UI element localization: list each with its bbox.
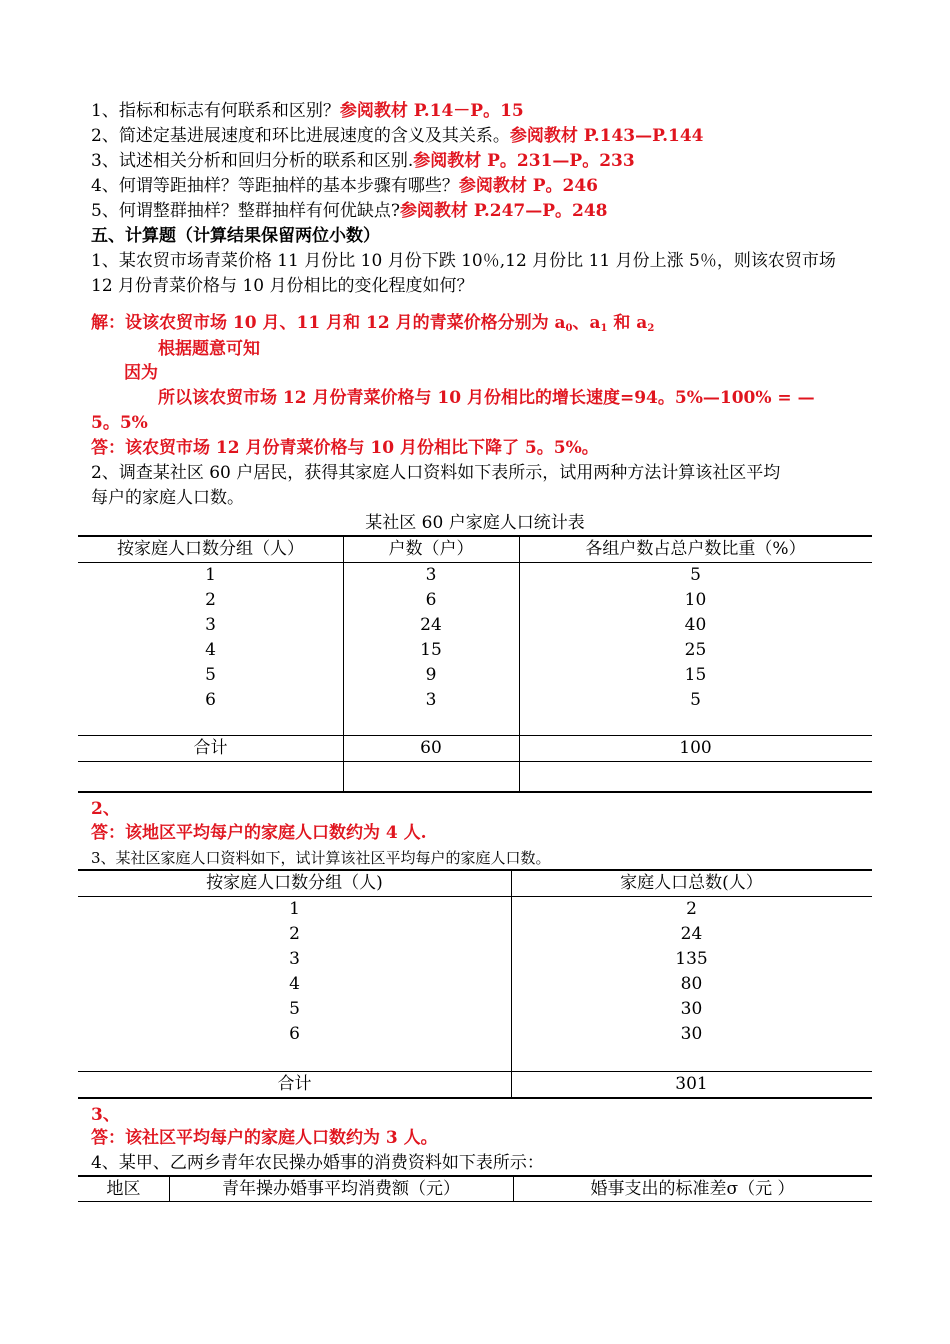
table-1-top-rule: [78, 535, 872, 537]
solution-1-intro: [91, 312, 654, 340]
table-3-header-rule: [78, 1201, 872, 1202]
table-1-cell: 3: [205, 615, 216, 635]
table-2-total: 合计: [277, 1074, 312, 1094]
question-2: [91, 125, 704, 147]
table-2-top-rule: [78, 869, 872, 871]
solution-1-step-3-cont: 5。5%: [91, 413, 148, 433]
solution-text: 和 a: [607, 313, 648, 333]
table-1-cell: 24: [420, 615, 442, 635]
table-1-header-rule: [78, 562, 872, 563]
table-1-cell: 5: [690, 565, 701, 585]
table-2-bottom-rule: [78, 1097, 872, 1099]
table-2-cell: 5: [289, 999, 300, 1019]
table-2-cell: 135: [675, 949, 708, 969]
table-1-header: 按家庭人口数分组（人）: [117, 539, 304, 559]
table-1-cell: 15: [420, 640, 442, 660]
table-1-cell: 9: [425, 665, 437, 685]
solution-text: 解：设该农贸市场 10 月、11 月和 12 月的青菜价格分别为 a: [91, 313, 566, 333]
table-2-cell: 3: [289, 949, 300, 969]
table-1-cell: 6: [425, 590, 437, 610]
table-3-header: 青年操办婚事平均消费额（元）: [222, 1179, 460, 1199]
solution-1-step-1: 根据题意可知: [158, 339, 260, 359]
table-1-total-rule: [78, 735, 872, 736]
problem-4-line-1: 4、某甲、乙两乡青年农民操办婚事的消费资料如下表所示：: [91, 1153, 544, 1173]
table-2-total: 301: [675, 1074, 708, 1094]
table-2-cell: 80: [680, 974, 703, 994]
table-2-cell: 30: [680, 999, 703, 1019]
question-3: [91, 150, 635, 172]
table-1-total: 合计: [193, 738, 228, 758]
table-2-header: 按家庭人口数分组（人): [206, 873, 383, 893]
question-text: 4、何谓等距抽样？等距抽样的基本步骤有哪些？: [91, 176, 459, 196]
solution-1-step-3: 所以该农贸市场 12 月份青菜价格与 10 月份相比的增长速度=94。5%—100% = —: [158, 388, 815, 408]
section-title: 五、计算题（计算结果保留两位小数）: [91, 226, 380, 246]
question-text: 1、指标和标志有何联系和区别？: [91, 101, 340, 121]
question-1: [91, 100, 524, 122]
problem-2-line-1: 2、调查某社区 60 户居民，获得其家庭人口资料如下表所示，试用两种方法计算该社区平均: [91, 463, 781, 483]
table-2-cell: 2: [289, 924, 300, 944]
table-2-cell: 30: [680, 1024, 703, 1044]
table-1-cell: 1: [205, 565, 216, 585]
question-text: 3、试述相关分析和回归分析的联系和区别.: [91, 151, 414, 171]
solution-text: 、a: [572, 313, 601, 333]
table-1-total: 60: [420, 738, 442, 758]
table-3-header: 地区: [106, 1179, 141, 1199]
answer-3: 答：该社区平均每户的家庭人口数约为 3 人。: [91, 1128, 438, 1148]
table-2-cell: 2: [686, 899, 697, 919]
solution-2-label: 2、: [91, 799, 120, 819]
question-4: [91, 175, 598, 197]
textbook-reference: 参阅教材 P。246: [458, 176, 599, 196]
table-1-cell: 10: [684, 590, 707, 610]
table-2-cell: 1: [289, 899, 300, 919]
question-text: 2、简述定基进展速度和环比进展速度的含义及其关系。: [91, 126, 510, 146]
table-1-cell: 4: [205, 640, 216, 660]
question-text: 5、何谓整群抽样？整群抽样有何优缺点?: [91, 201, 400, 221]
table-1-cell: 25: [684, 640, 707, 660]
solution-3-label: 3、: [91, 1105, 120, 1125]
table-2-cell: 4: [289, 974, 300, 994]
table-2-header: 家庭人口总数(人）: [620, 873, 763, 893]
subscript: 1: [600, 323, 608, 334]
problem-1-line-2: 12 月份青菜价格与 10 月份相比的变化程度如何？: [91, 276, 474, 296]
table-1-cell: 15: [684, 665, 707, 685]
table-1-cell: 40: [684, 615, 707, 635]
table-1-blank-rule: [78, 761, 872, 762]
table-1-cell: 6: [205, 690, 216, 710]
question-5: [91, 200, 608, 222]
textbook-reference: 参阅教材 P。231—P。233: [413, 151, 635, 171]
table-1-header: 户数（户）: [388, 539, 474, 559]
table-1-title: 某社区 60 户家庭人口统计表: [365, 513, 585, 533]
table-1-total: 100: [679, 738, 712, 758]
solution-1-step-2: 因为: [124, 363, 158, 383]
table-2-total-rule: [78, 1071, 872, 1072]
table-3-header: 婚事支出的标准差σ（元 ）: [590, 1179, 795, 1199]
table-2-cell: 6: [289, 1024, 300, 1044]
problem-2-line-2: 每户的家庭人口数。: [91, 488, 244, 508]
textbook-reference: 参阅教材 P.247—P。248: [399, 201, 608, 221]
table-1-cell: 3: [425, 565, 437, 585]
table-1-header: 各组户数占总户数比重（%）: [585, 539, 806, 559]
problem-1-line-1: 1、某农贸市场青菜价格 11 月份比 10 月份下跌 10％,12 月份比 11 月份上涨 5％，则该农贸市场: [91, 251, 836, 271]
answer-1: 答：该农贸市场 12 月份青菜价格与 10 月份相比下降了 5。5%。: [91, 438, 599, 458]
table-1-cell: 5: [690, 690, 701, 710]
table-2-cell: 24: [680, 924, 703, 944]
textbook-reference: 参阅教材 P.14－P。15: [339, 101, 524, 121]
table-1-bottom-rule: [78, 791, 872, 793]
table-2-header-rule: [78, 896, 872, 897]
subscript: 0: [565, 323, 573, 334]
textbook-reference: 参阅教材 P.143—P.144: [509, 126, 704, 146]
table-1-cell: 5: [205, 665, 216, 685]
table-3-top-rule: [78, 1175, 872, 1177]
table-1-cell: 2: [205, 590, 216, 610]
table-1-cell: 3: [425, 690, 437, 710]
answer-2: 答：该地区平均每户的家庭人口数约为 4 人.: [91, 823, 427, 843]
problem-3-line-1: 3、某社区家庭人口资料如下，试计算该社区平均每户的家庭人口数。: [91, 849, 551, 867]
subscript: 2: [647, 323, 655, 334]
